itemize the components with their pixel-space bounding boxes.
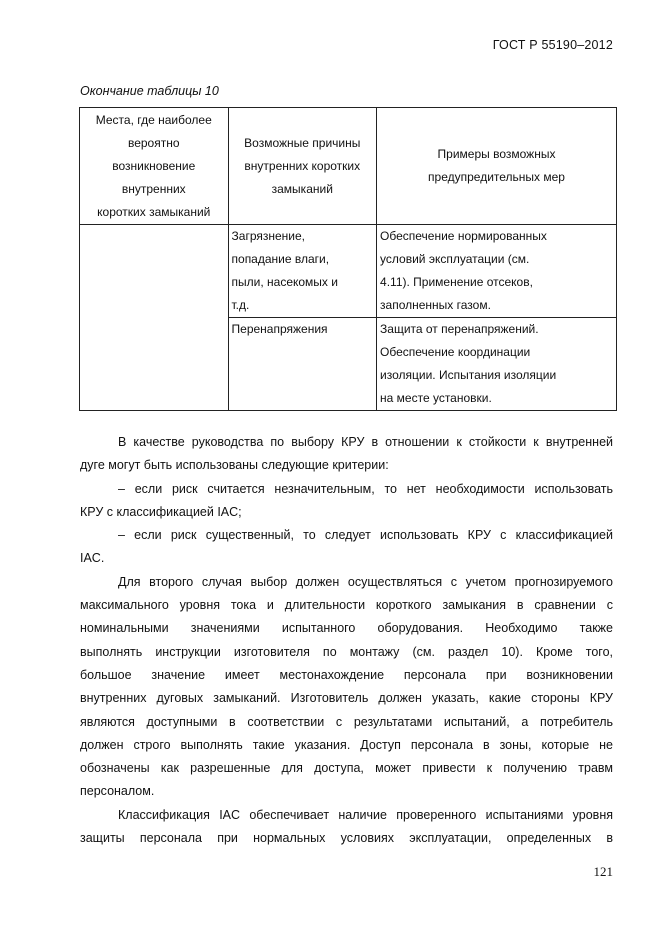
measures-table <box>79 107 617 411</box>
cell-line: т.д. <box>231 298 250 312</box>
paragraph <box>80 431 613 478</box>
header-cell-location <box>80 108 229 225</box>
header-line: Возможные причины <box>244 135 361 150</box>
text-line: должен строго выполнять такие указания. Доступ персонала в зоны, которые не <box>80 737 613 752</box>
cell-line: Перенапряжения <box>231 322 328 336</box>
header-line: внутренних <box>121 181 186 196</box>
cell-line: на месте установки. <box>380 391 492 405</box>
text-line: Классификация IAC обеспечивает наличие проверенного испытаниями уровня <box>118 807 613 822</box>
text-line: Для второго случая выбор должен осуществляться с учетом прогнозируемого <box>118 574 613 589</box>
text-line: дуге могут быть использованы следующие критерии: <box>80 458 389 473</box>
text-line: максимального уровня тока и длительности короткого замыкания в сравнении с <box>80 598 613 613</box>
text-line: внутренних дуговых замыканий. Изготовитель должен указать, какие стороны КРУ <box>80 691 613 706</box>
cell-line: попадание влаги, <box>231 252 330 266</box>
header-line: замыканий <box>271 181 333 196</box>
header-line: Места, где наиболее <box>95 112 212 127</box>
header-line: коротких замыканий <box>97 204 211 219</box>
cell-line: 4.11). Применение отсеков, <box>380 275 533 289</box>
body-text <box>80 431 613 850</box>
header-line: вероятно <box>127 135 180 150</box>
paragraph <box>80 524 613 571</box>
text-line: номинальными значениями испытанного оборудования. Необходимо также <box>80 621 613 636</box>
cell-line: условий эксплуатации (см. <box>380 252 530 266</box>
location-cell-empty <box>80 225 229 411</box>
cell-line: Обеспечение координации <box>380 345 531 359</box>
text-line: – если риск считается незначительным, то нет необходимости использовать <box>118 481 613 496</box>
cell-line: пыли, насекомых и <box>231 275 338 289</box>
text-line: В качестве руководства по выбору КРУ в отношении к стойкости к внутренней <box>118 435 613 449</box>
cell-line: Защита от перенапряжений. <box>380 322 539 336</box>
measures-cell <box>377 225 617 318</box>
text-line: большое значение имеет местонахождение персонала при возникновении <box>80 667 613 682</box>
cell-line: заполненных газом. <box>380 298 491 312</box>
header-line: внутренних коротких <box>244 158 361 173</box>
text-line: КРУ с классификацией IAC; <box>80 504 242 519</box>
text-line: являются доступными в соответствии с результатами испытаний, а потребитель <box>80 714 613 729</box>
text-line: защиты персонала при нормальных условиях эксплуатации, определенных в <box>80 831 613 846</box>
table-row <box>80 225 617 318</box>
header-line: Примеры возможных <box>437 147 556 161</box>
page-number: 121 <box>593 864 613 879</box>
text-line: персоналом. <box>80 784 155 799</box>
text-line: – если риск существенный, то следует использовать КРУ с классификацией <box>118 528 613 543</box>
text-line: обозначены как разрешенные для доступа, может привести к получению травм <box>80 761 613 776</box>
table-header-row <box>80 108 617 225</box>
header-line: возникновение <box>112 158 196 173</box>
header-cell-causes <box>228 108 377 225</box>
text-line: IAC. <box>80 551 105 566</box>
paragraph <box>80 804 613 851</box>
measures-cell <box>377 318 617 411</box>
cause-cell <box>228 225 377 318</box>
text-line: выполнять инструкции изготовителя по монтажу (см. раздел 10). Кроме того, <box>80 644 613 659</box>
table-caption: Окончание таблицы 10 <box>80 84 219 98</box>
cell-line: Обеспечение нормированных <box>380 229 547 243</box>
cell-line: изоляции. Испытания изоляции <box>380 368 557 382</box>
paragraph <box>80 478 613 525</box>
header-cell-measures <box>377 108 617 225</box>
cause-cell <box>228 318 377 411</box>
document-header: ГОСТ Р 55190–2012 <box>492 38 613 52</box>
cell-line: Загрязнение, <box>231 229 305 243</box>
header-line: предупредительных мер <box>428 170 565 184</box>
paragraph <box>80 571 613 804</box>
